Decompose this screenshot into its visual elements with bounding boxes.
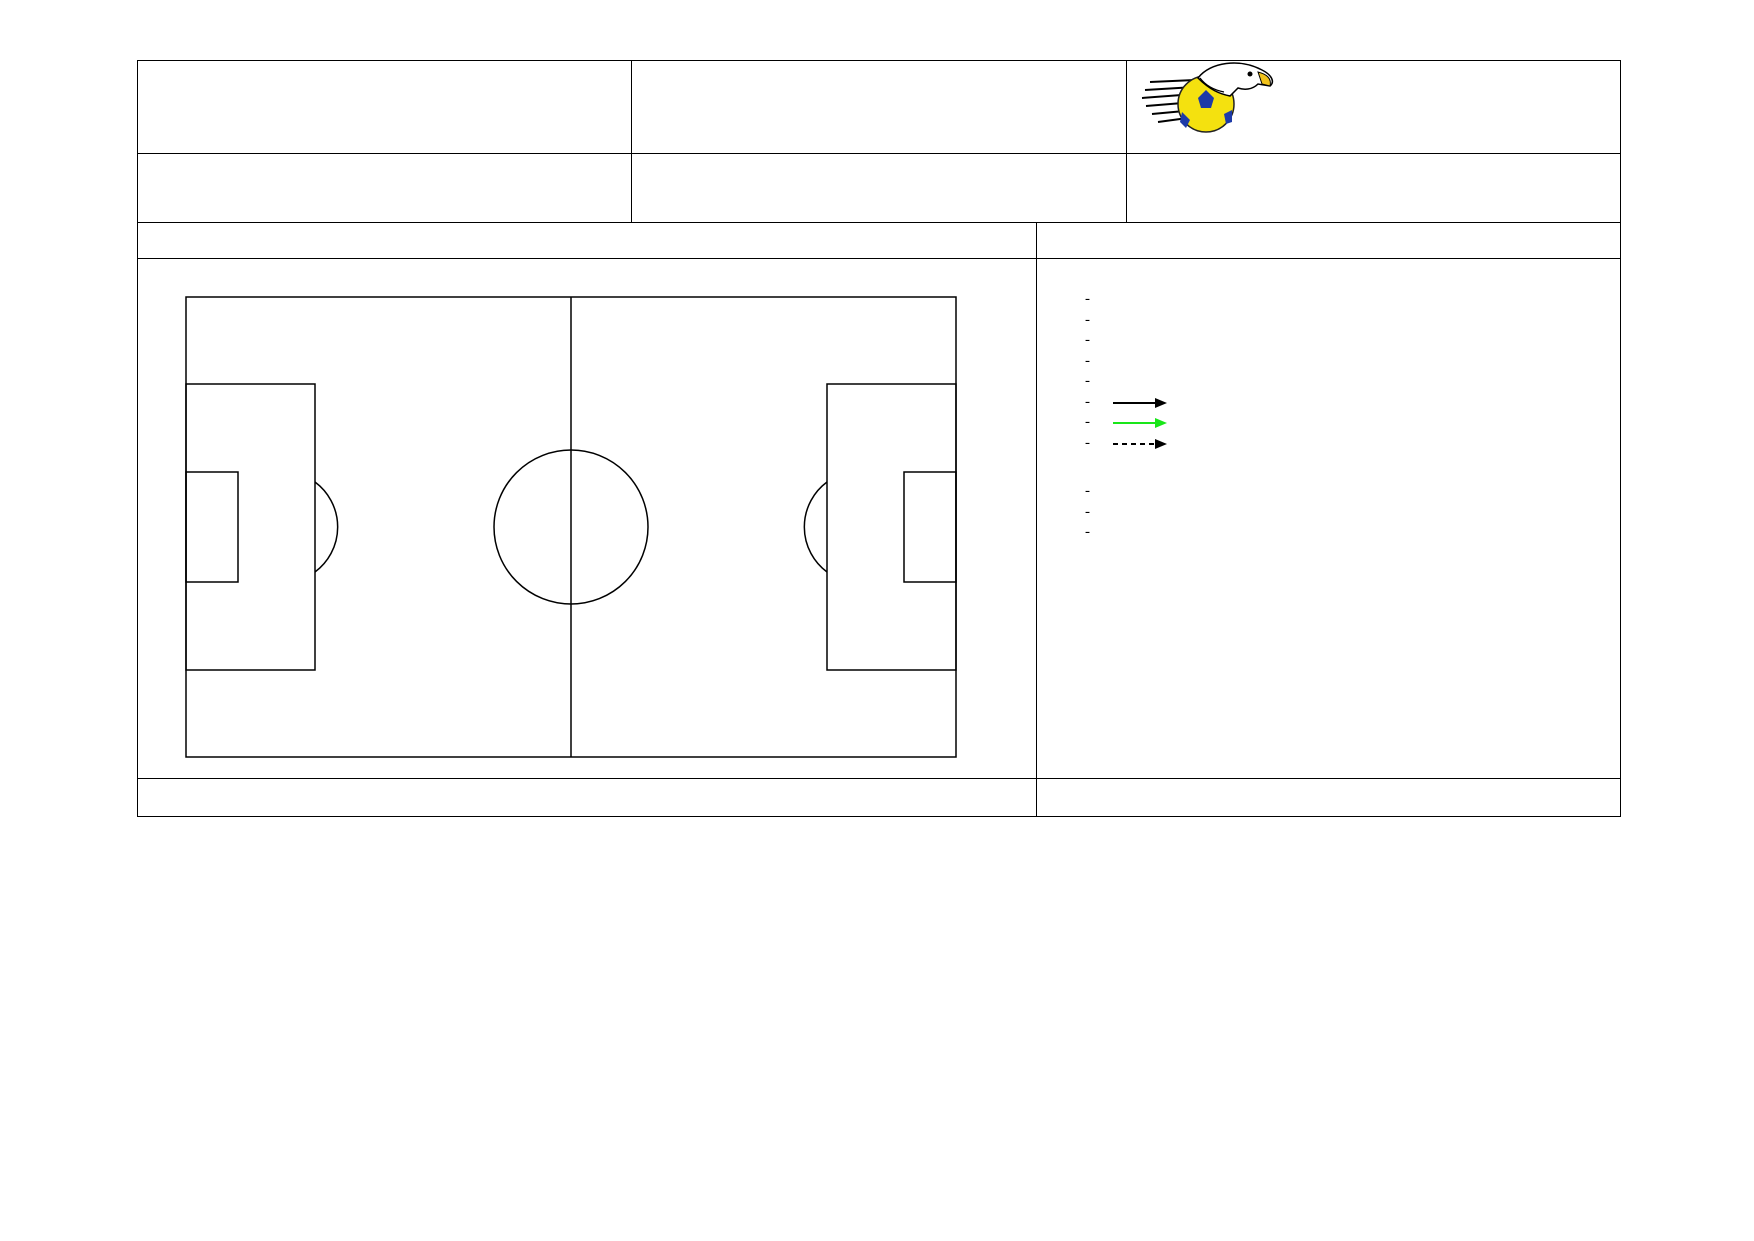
list-item: - bbox=[1085, 503, 1090, 520]
list-item: - bbox=[1085, 332, 1090, 348]
legend-loopoefening: - bbox=[1047, 412, 1607, 433]
list-item: - bbox=[1085, 483, 1090, 499]
left-goal-area bbox=[186, 472, 238, 582]
right-penalty-arc bbox=[804, 482, 827, 572]
left-penalty-area bbox=[186, 384, 315, 670]
right-goal-area bbox=[904, 472, 956, 582]
list-item: - bbox=[1085, 524, 1090, 540]
list-item: - bbox=[1085, 352, 1090, 369]
left-penalty-arc bbox=[315, 482, 338, 572]
legend-bal-leiden: - bbox=[1047, 433, 1607, 454]
list-item: - bbox=[1085, 311, 1090, 328]
legend-paslijn: - bbox=[1047, 392, 1607, 413]
list-item: - bbox=[1085, 373, 1090, 389]
list-item: - bbox=[1085, 291, 1090, 307]
right-penalty-area bbox=[827, 384, 956, 670]
